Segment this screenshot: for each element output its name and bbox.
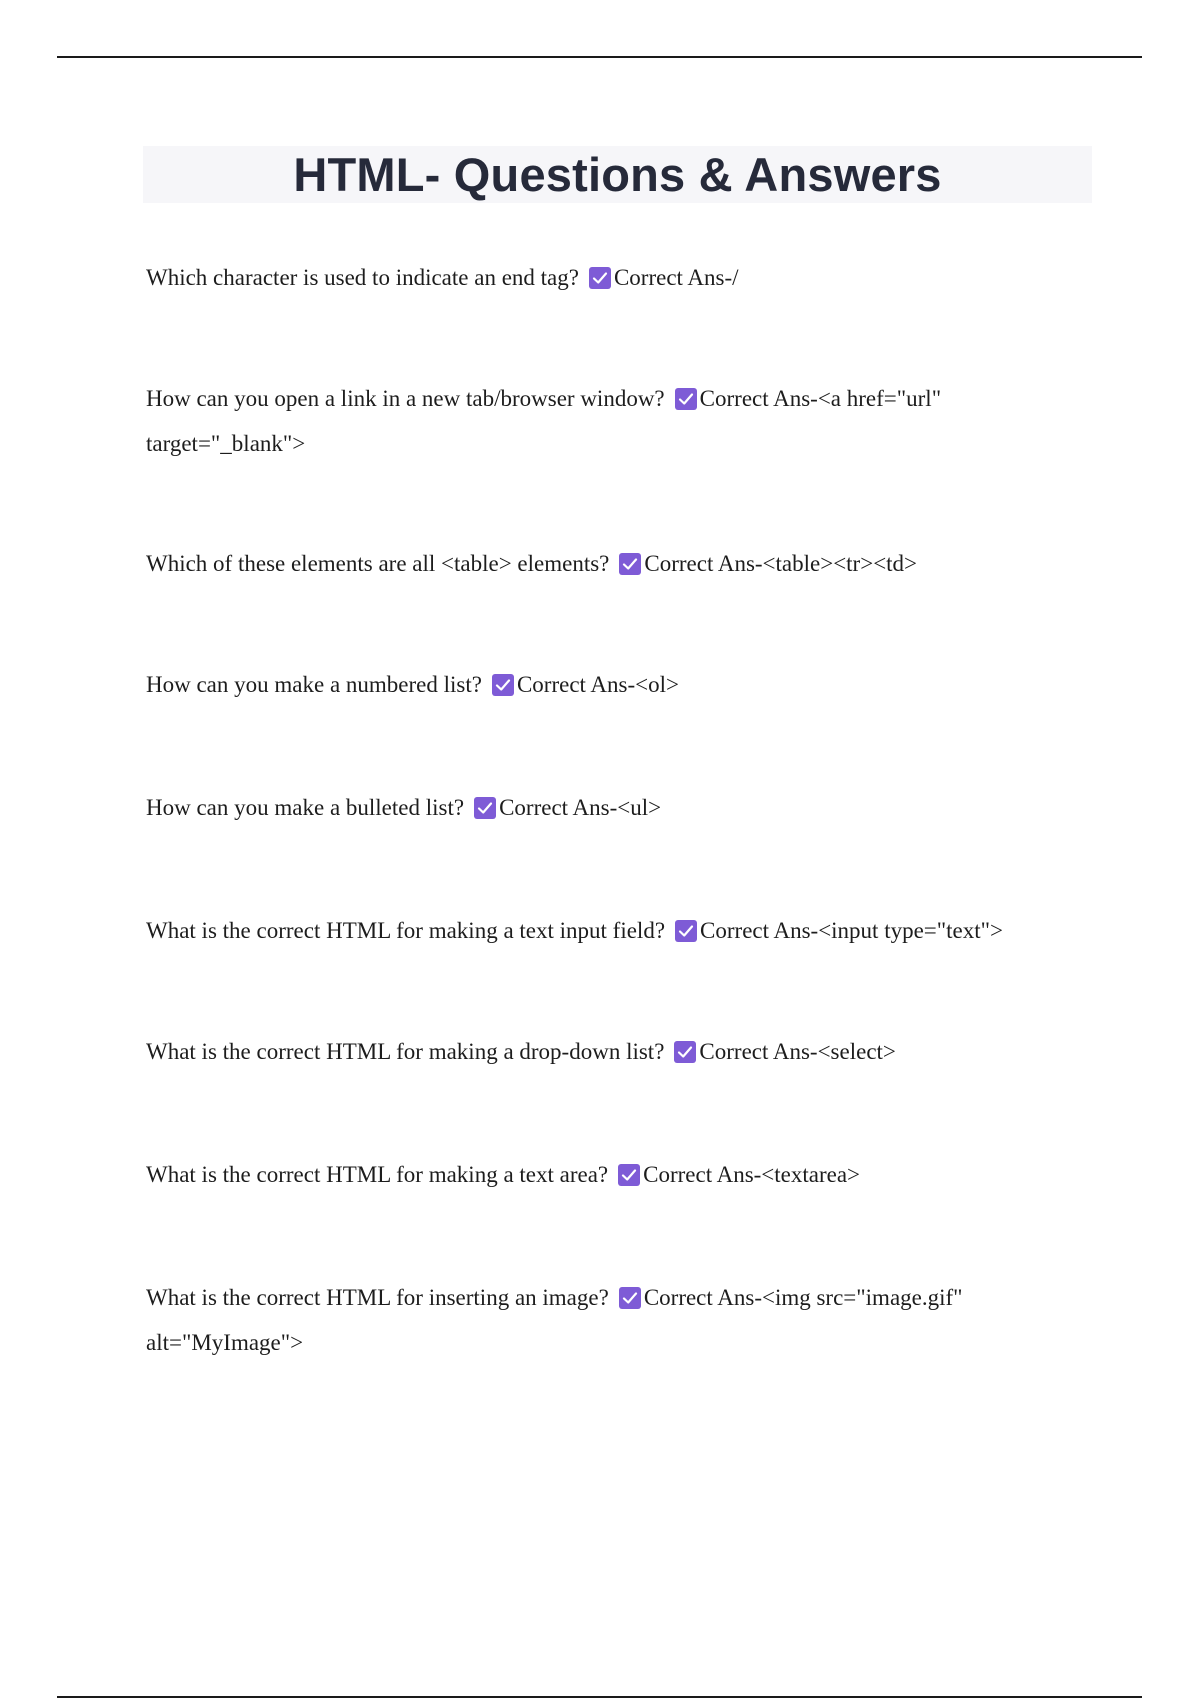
answer-text: Correct Ans-<ul> xyxy=(499,795,662,820)
checkbox-checked-icon xyxy=(474,797,496,819)
checkbox-checked-icon xyxy=(492,674,514,696)
qa-item-7 xyxy=(146,1029,1066,1074)
checkbox-checked-icon xyxy=(675,920,697,942)
answer-text: Correct Ans-<a href="url" target="_blank"> xyxy=(146,386,942,456)
qa-item-8 xyxy=(146,1152,1066,1197)
answer-text: Correct Ans-<table><tr><td> xyxy=(644,551,918,576)
page-title: HTML- Questions & Answers xyxy=(293,148,942,201)
question-text: How can you make a bulleted list? xyxy=(146,795,465,820)
answer-text: Correct Ans-<textarea> xyxy=(643,1162,861,1187)
title-banner xyxy=(143,146,1092,203)
checkbox-checked-icon xyxy=(674,1041,696,1063)
question-text: How can you make a numbered list? xyxy=(146,672,482,697)
answer-text: Correct Ans-<img src="image.gif" alt="MyImage"> xyxy=(146,1285,963,1355)
answer-text: Correct Ans-/ xyxy=(613,265,739,290)
question-text: What is the correct HTML for making a drop-down list? xyxy=(146,1039,665,1064)
checkbox-checked-icon xyxy=(589,267,611,289)
question-text: What is the correct HTML for making a text area? xyxy=(146,1162,609,1187)
qa-item-1 xyxy=(146,255,1066,300)
checkbox-checked-icon xyxy=(675,388,697,410)
question-text: Which character is used to indicate an end tag? xyxy=(146,265,579,290)
qa-item-4 xyxy=(146,662,1066,707)
question-text: Which of these elements are all <table> elements? xyxy=(146,551,610,576)
checkbox-checked-icon xyxy=(619,553,641,575)
question-text: How can you open a link in a new tab/browser window? xyxy=(146,386,665,411)
answer-text: Correct Ans-<select> xyxy=(699,1039,896,1064)
qa-item-3 xyxy=(146,541,1066,586)
qa-item-6 xyxy=(146,908,1066,953)
answer-text: Correct Ans-<ol> xyxy=(516,672,679,697)
qa-item-2 xyxy=(146,376,1066,466)
checkbox-checked-icon xyxy=(619,1287,641,1309)
question-text: What is the correct HTML for making a text input field? xyxy=(146,918,666,943)
qa-item-5 xyxy=(146,785,1066,830)
checkbox-checked-icon xyxy=(618,1164,640,1186)
bottom-rule xyxy=(57,1696,1142,1698)
answer-text: Correct Ans-<input type="text"> xyxy=(700,918,1004,943)
question-text: What is the correct HTML for inserting an image? xyxy=(146,1285,609,1310)
top-rule xyxy=(57,56,1142,58)
qa-item-9 xyxy=(146,1275,1066,1365)
